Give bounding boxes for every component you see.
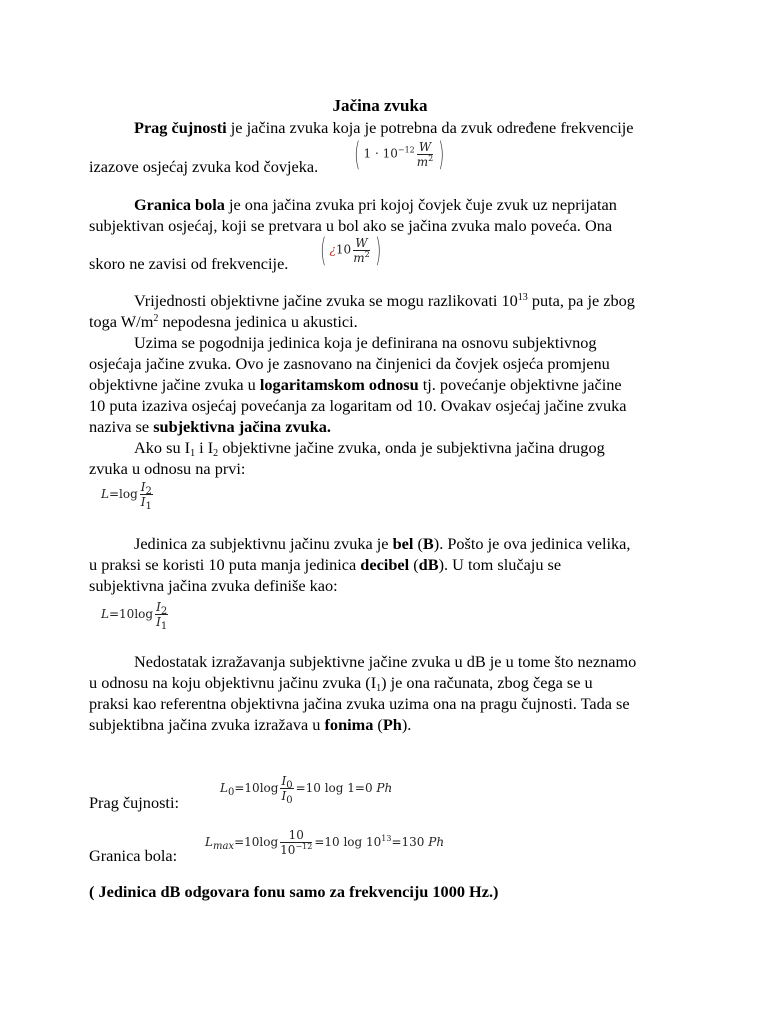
text-span: u praksi se koristi 10 puta manja jedinica [89, 555, 361, 574]
math-num: W [417, 140, 433, 155]
math-sub: 0 [286, 780, 293, 791]
prag-label: Prag čujnosti: [89, 793, 179, 812]
math-eq: = [234, 835, 245, 849]
math-sub: 1 [145, 501, 152, 512]
text-span: tj. povećanje objektivne jačine [418, 375, 622, 394]
paren-right: ) [374, 231, 382, 269]
math-num: I [156, 600, 161, 614]
paragraph-prag-line-1 [134, 118, 634, 138]
math-dot: · [374, 146, 379, 161]
subscript: 1 [190, 448, 196, 459]
formula-bol-value [317, 231, 384, 269]
paragraph-nedostatak-line-3: praksi kao referentna objektivna jačina zvuka uzima ona na pragu čujnosti. Tada se [89, 694, 630, 713]
math-num: I [140, 480, 146, 494]
math-op: log [259, 835, 279, 849]
math-fraction [155, 600, 168, 632]
text-span: ( [413, 534, 423, 553]
term-subjektivna-jacina: subjektivna jačina zvuka. [153, 417, 331, 436]
text-span: naziva se [89, 417, 154, 436]
subscript: 1 [376, 683, 382, 694]
paragraph-nedostatak-line-2 [89, 673, 593, 693]
math-den: I [281, 789, 287, 803]
math-exp: −12 [295, 842, 313, 851]
superscript: 13 [517, 292, 528, 303]
math-unit: Ph [376, 781, 393, 795]
paren-right: ) [438, 135, 445, 173]
text-span: ). U tom slučaju se [438, 555, 562, 574]
paragraph-ako-line-1 [134, 438, 605, 458]
paragraph-jedinica-line-2 [89, 555, 561, 575]
paragraph-ako-line-2: zvuka u odnosu na prvi: [89, 459, 246, 478]
paragraph-nedostatak-line-4 [89, 715, 411, 735]
paragraph-uzima-line-5 [89, 417, 331, 437]
math-symbol: ¿ [329, 242, 336, 257]
subscript: 2 [213, 448, 219, 459]
math-coef: 10 [244, 781, 260, 795]
math-sub: 1 [160, 621, 168, 632]
formula-prag-value [351, 135, 448, 173]
math-op: log [259, 781, 279, 795]
page-title: Jačina zvuka [332, 96, 428, 115]
math-den: 10 [280, 843, 296, 857]
formula-prag [220, 774, 393, 806]
math-den-exp: 2 [364, 249, 370, 259]
bol-label: Granica bola: [89, 846, 178, 865]
math-fraction [353, 236, 369, 265]
math-den: I [156, 615, 161, 629]
text-span: subjektibna jačina zvuka izražava u [89, 715, 325, 734]
math-num: 10 [280, 828, 312, 843]
math-sub: 2 [160, 606, 168, 617]
math-exp: 13 [381, 834, 392, 843]
math-lhs: L [220, 781, 228, 795]
formula-bol [205, 828, 444, 857]
paragraph-bol-line-1 [134, 195, 617, 215]
superscript: 2 [153, 313, 159, 324]
math-rhs: =130 [391, 835, 425, 849]
math-op: log [119, 487, 138, 501]
text-span: Ako su I [134, 438, 191, 457]
text-span: i I [195, 438, 214, 457]
text-span: Jedinica za subjektivnu jačinu zvuka je [134, 534, 393, 553]
paragraph-bol-line-3: skoro ne zavisi od frekvencije. [89, 254, 289, 273]
text-span: objektivne jačine zvuka, onda je subjektivna jačina drugog [218, 438, 605, 457]
frequency-note [89, 882, 498, 902]
math-base: 10 [335, 242, 352, 257]
term-decibel: decibel [360, 555, 410, 574]
term-b: B [422, 534, 434, 553]
math-lhs: L [205, 835, 213, 849]
term-db: dB [418, 555, 439, 574]
math-coef: 1 [363, 146, 372, 161]
math-sub: max [212, 841, 235, 852]
document-page [89, 0, 679, 1024]
text-span: ). [401, 715, 412, 734]
text-span: ). Pošto je ova jedinica velika, [433, 534, 631, 553]
term-fonima: fonima [324, 715, 374, 734]
math-eq: = [108, 607, 120, 621]
math-num: W [353, 236, 369, 251]
math-den: m [416, 154, 429, 169]
term-prag: Prag čujnosti [134, 118, 227, 137]
paragraph-jedinica-line-3: subjektivna jačina zvuka definiše kao: [89, 576, 338, 595]
math-base: 10 [382, 146, 398, 161]
text-span: toga W/m [89, 312, 154, 331]
math-den: I [140, 495, 146, 509]
math-lhs: L [101, 487, 109, 501]
math-rhs: =10 log 10 [314, 835, 382, 849]
math-op: log [134, 607, 154, 621]
math-coef: 10 [119, 607, 135, 621]
paragraph-uzima-line-2: osjećaja jačine zvuka. Ovo je zasnovano na činjenici da čovjek osjeća promjenu [89, 354, 610, 373]
text-span: ) je ona računata, zbog čega se u [381, 673, 593, 692]
paren-left: ( [354, 135, 361, 173]
math-fraction [280, 828, 312, 857]
math-eq: = [108, 487, 120, 501]
note-text: ( Jedinica dB odgovara fonu samo za frekvenciju 1000 Hz.) [89, 882, 499, 901]
math-den: m [353, 250, 365, 265]
math-unit: Ph [428, 835, 445, 849]
term-ph: Ph [382, 715, 402, 734]
text-span: je ona jačina zvuka pri kojoj čovjek čuje zvuk uz neprijatan [224, 195, 617, 214]
math-sub: 0 [286, 795, 293, 806]
math-coef: 10 [244, 835, 260, 849]
paragraph-bol-line-2: subjektivan osjećaj, koji se pretvara u bol ako se jačina zvuka malo poveća. Ona [89, 216, 613, 235]
paragraph-uzima-line-1: Uzima se pogodnija jedinica koja je definirana na osnovu subjektivnog [134, 333, 597, 352]
term-logaritamskom-odnosu: logaritamskom odnosu [259, 375, 419, 394]
math-eq: = [234, 781, 245, 795]
paren-left: ( [320, 231, 327, 269]
text-span: ( [373, 715, 383, 734]
text-span: u odnosu na koju objektivnu jačinu zvuka (I [89, 673, 377, 692]
paragraph-vrijednosti-line-1 [134, 291, 635, 311]
math-rhs: =10 log 1=0 [295, 781, 373, 795]
formula-L-log-ratio [101, 480, 155, 512]
math-sub: 2 [145, 486, 152, 497]
paragraph-jedinica-line-1 [134, 534, 630, 554]
text-span: nepodesna jedinica u akustici. [158, 312, 358, 331]
math-den-exp: 2 [428, 153, 434, 163]
paragraph-uzima-line-4: 10 puta izaziva osjećaj povećanja za logaritam od 10. Ovakav osjećaj jačine zvuka [89, 396, 627, 415]
text-span: ( [409, 555, 419, 574]
paragraph-nedostatak-line-1: Nedostatak izražavanja subjektivne jačine zvuka u dB je u tome što neznamo [134, 652, 637, 671]
math-sub: 0 [227, 787, 235, 798]
text-span: je jačina zvuka koja je potrebna da zvuk određene frekvencije [226, 118, 634, 137]
text-span: Vrijednosti objektivne jačine zvuka se mogu razlikovati 10 [134, 291, 518, 310]
formula-L-10log-ratio [101, 600, 170, 632]
paragraph-vrijednosti-line-2 [89, 312, 358, 332]
text-span: puta, pa je zbog [527, 291, 635, 310]
text-span: objektivne jačine zvuka u [89, 375, 260, 394]
paragraph-uzima-line-3 [89, 375, 622, 395]
math-lhs: L [101, 607, 109, 621]
paragraph-prag-line-2: izazove osjećaj zvuka kod čovjeka. [89, 157, 319, 176]
math-fraction [280, 774, 293, 806]
math-num: I [281, 774, 287, 788]
term-bel: bel [392, 534, 414, 553]
math-fraction [140, 480, 153, 512]
math-fraction [417, 140, 433, 169]
term-bol: Granica bola [134, 195, 225, 214]
math-exp: −12 [397, 145, 415, 155]
